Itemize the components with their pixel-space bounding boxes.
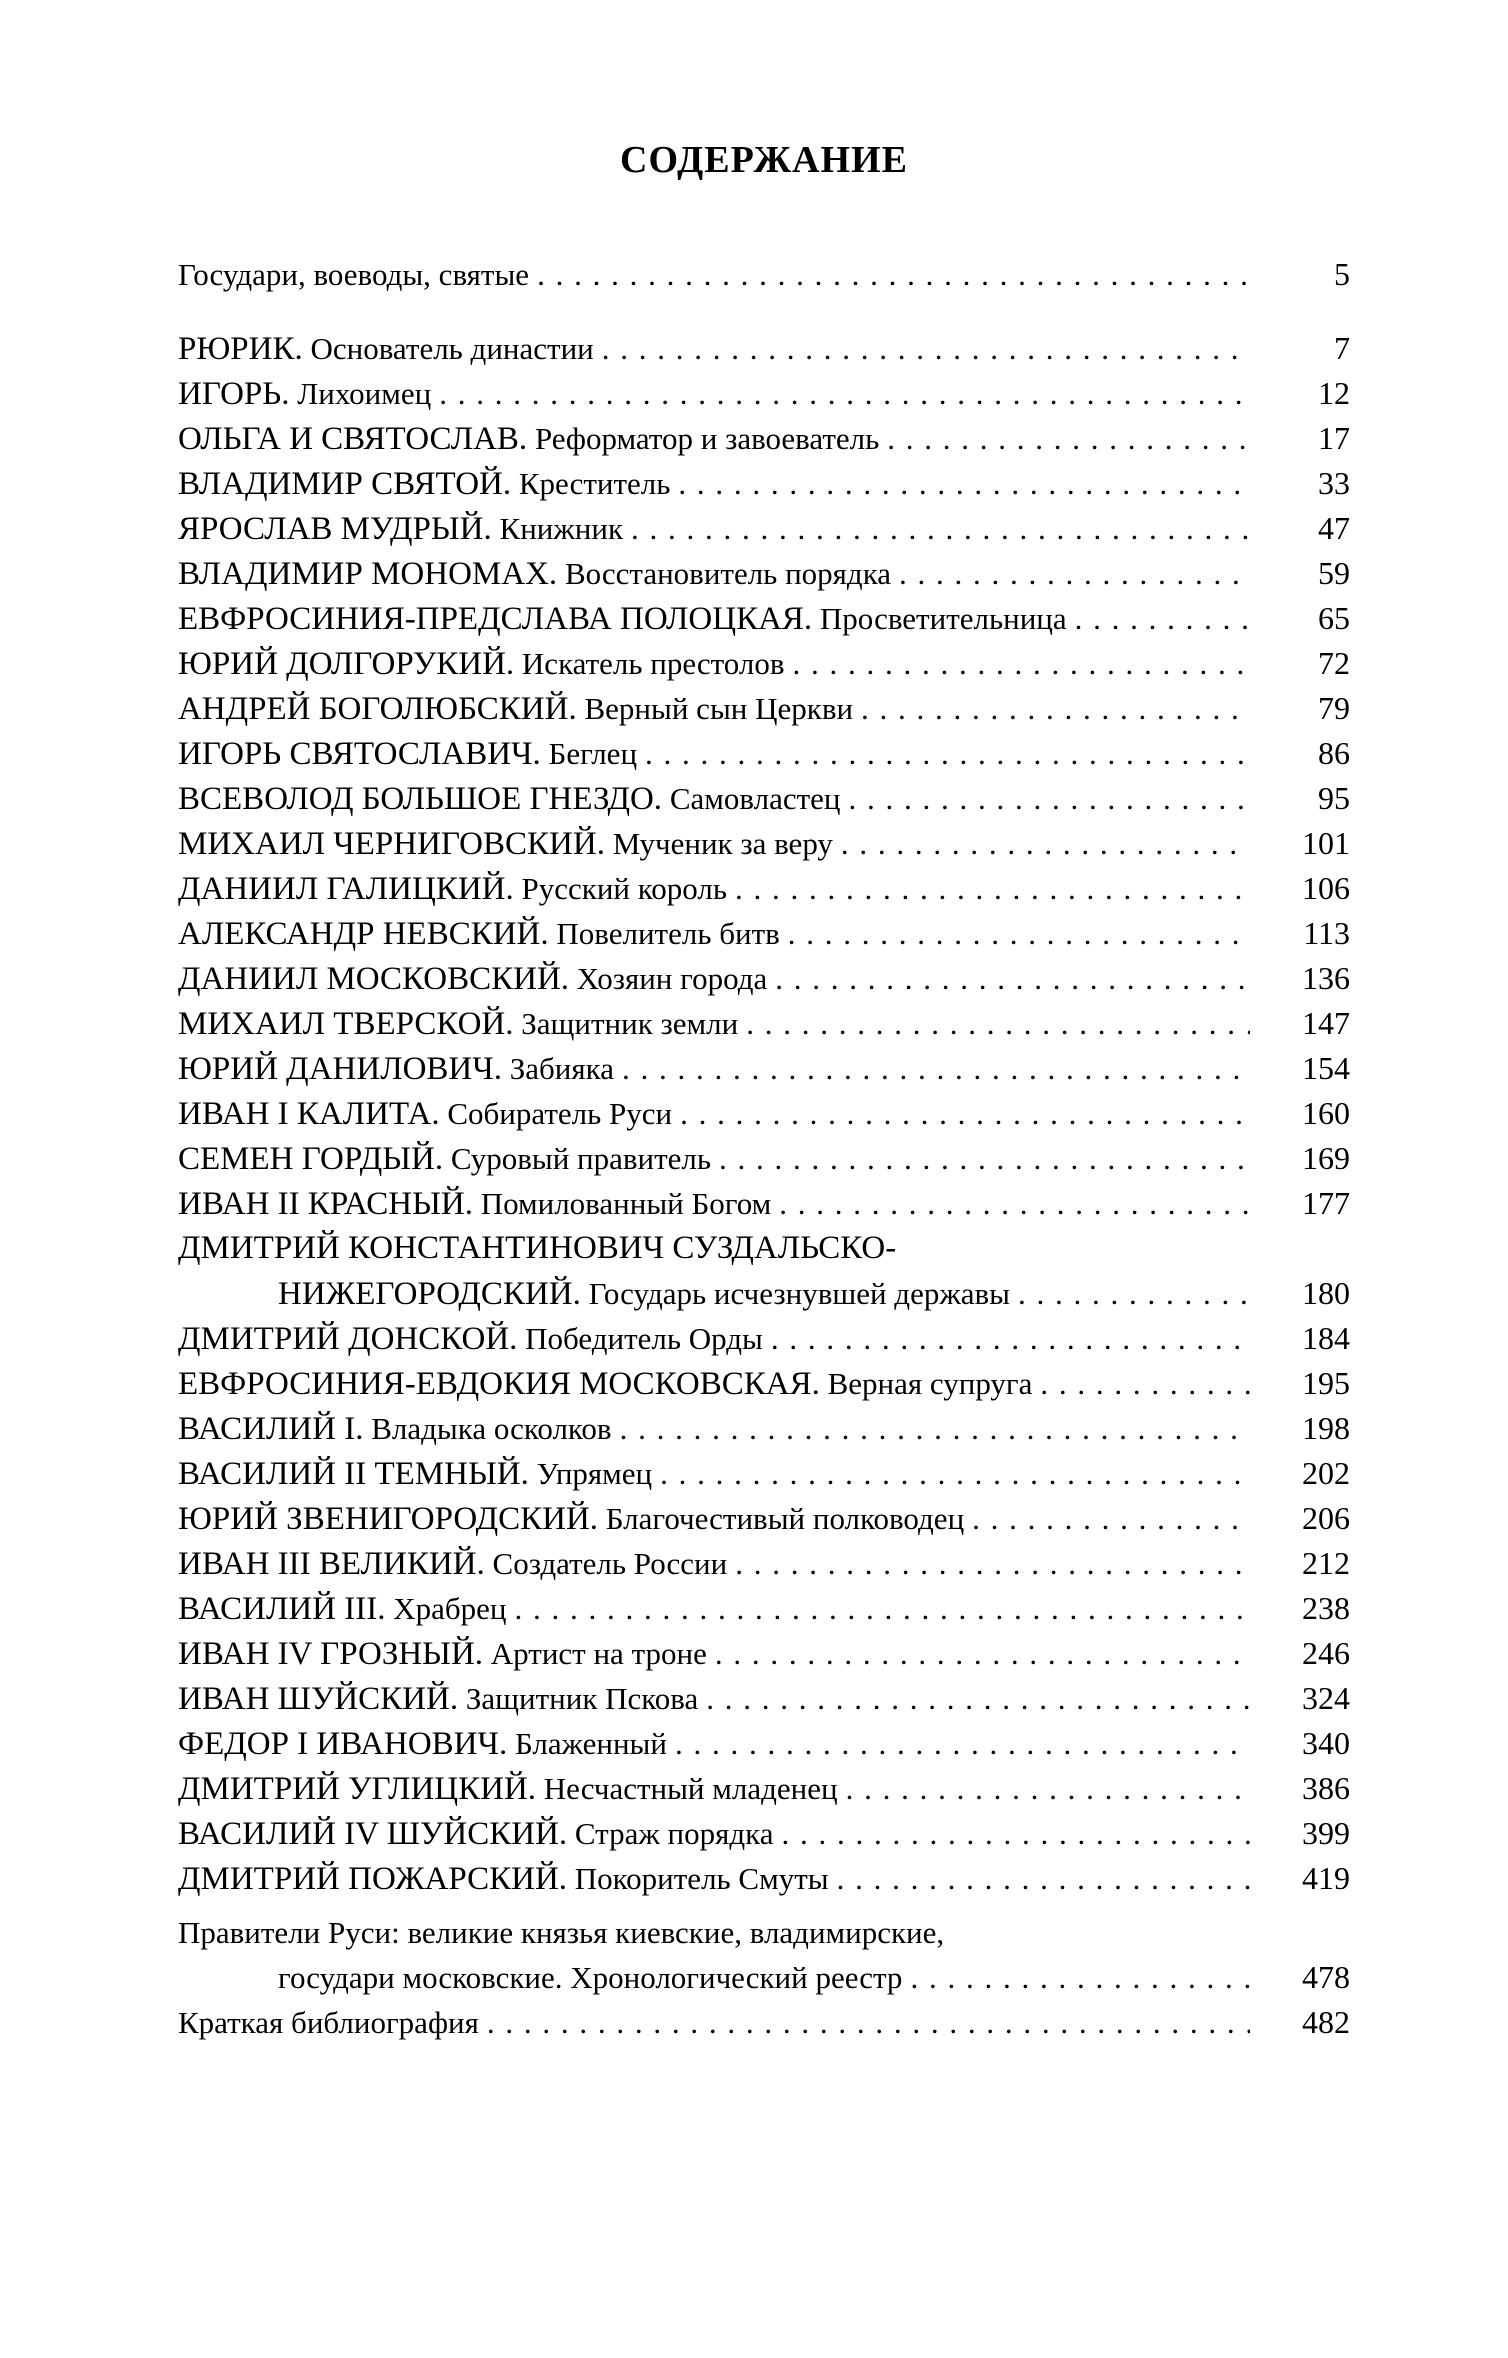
toc-row[interactable] — [178, 506, 1350, 551]
dot-leader — [637, 731, 1250, 776]
toc-row[interactable] — [178, 1091, 1350, 1136]
toc-page-number: 72 — [1318, 645, 1350, 681]
toc-entry-name: ИВАН IV ГРОЗНЫЙ. — [178, 1636, 484, 1672]
dot-leader — [1067, 596, 1250, 641]
toc-page-number: 206 — [1302, 1500, 1350, 1536]
toc-entry-subtitle: Благочестивый полководец — [598, 1501, 965, 1536]
toc-page-number: 7 — [1334, 330, 1350, 366]
toc-entry-name: ИГОРЬ СВЯТОСЛАВИЧ. — [178, 736, 541, 772]
dot-leader — [785, 641, 1251, 686]
toc-row[interactable] — [178, 686, 1350, 731]
toc-row[interactable] — [178, 551, 1350, 596]
toc-row[interactable] — [178, 1451, 1350, 1496]
toc-page-number: 202 — [1302, 1455, 1350, 1491]
toc-row[interactable] — [178, 1181, 1350, 1226]
toc-entry-text: Краткая библиография — [178, 2005, 479, 2040]
toc-entry-name: ДМИТРИЙ УГЛИЦКИЙ. — [178, 1771, 537, 1807]
toc-entry-text: государи московские. Хронологический реестр — [278, 1960, 903, 1995]
toc-entry-subtitle: Мученик за веру — [604, 826, 833, 861]
dot-leader — [763, 1316, 1250, 1361]
toc-row[interactable] — [178, 1586, 1350, 1631]
toc-row[interactable] — [178, 911, 1350, 956]
toc-page-number: 95 — [1318, 780, 1350, 816]
toc-entry-name: ИГОРЬ. — [178, 376, 290, 412]
toc-entry-subtitle: Артист на троне — [483, 1636, 707, 1671]
toc-row[interactable] — [178, 1541, 1350, 1586]
toc-page-number: 17 — [1318, 420, 1350, 456]
toc-entry-name: ВАСИЛИЙ III. — [178, 1591, 386, 1627]
toc-intro — [178, 252, 1350, 297]
toc-entry-subtitle: Просветительница — [812, 601, 1067, 636]
toc-entry-subtitle: Хозяин города — [569, 961, 768, 996]
toc-row[interactable] — [178, 1316, 1350, 1361]
toc-entry-name: ДМИТРИЙ ДОНСКОЙ. — [178, 1321, 518, 1357]
toc-main-list-2 — [178, 1316, 1350, 1901]
toc-page-number: 184 — [1302, 1320, 1350, 1356]
dot-leader — [829, 1856, 1250, 1901]
toc-entry-name: ЮРИЙ ДАНИЛОВИЧ. — [178, 1051, 502, 1087]
toc-entry-name: МИХАИЛ ЧЕРНИГОВСКИЙ. — [178, 826, 605, 862]
toc-entry-subtitle: Верный сын Церкви — [576, 691, 854, 726]
toc-row[interactable] — [178, 1406, 1350, 1451]
toc-entry-text: Правители Руси: великие князья киевские, владимирские, — [178, 1915, 945, 1950]
toc-page-number: 478 — [1302, 1959, 1350, 1995]
toc-page-number: 65 — [1318, 600, 1350, 636]
toc-entry-name: ВАСИЛИЙ IV ШУЙСКИЙ. — [178, 1816, 568, 1852]
toc-entry-name: ИВАН ШУЙСКИЙ. — [178, 1681, 459, 1717]
dot-leader — [738, 1001, 1250, 1046]
toc-entry-name: АЛЕКСАНДР НЕВСКИЙ. — [178, 916, 549, 952]
toc-page-number: 180 — [1302, 1275, 1350, 1311]
toc-entry-name: ДАНИИЛ МОСКОВСКИЙ. — [178, 961, 570, 997]
toc-page-number: 12 — [1318, 375, 1350, 411]
toc-row[interactable] — [178, 1856, 1350, 1901]
dot-leader — [879, 416, 1250, 461]
toc-row[interactable] — [178, 461, 1350, 506]
toc-entry-name: ИВАН III ВЕЛИКИЙ. — [178, 1546, 485, 1582]
toc-appendix — [178, 1910, 1350, 2045]
toc-entry-name: ВАСИЛИЙ I. — [178, 1411, 364, 1447]
toc-entry-name: ВСЕВОЛОД БОЛЬШОЕ ГНЕЗДО. — [178, 781, 663, 817]
toc-entry-subtitle: Создатель России — [484, 1546, 728, 1581]
toc-entry-subtitle: Покоритель Смуты — [567, 1861, 829, 1896]
toc-entry-text: Государи, воеводы, святые — [178, 257, 530, 292]
toc-entry-name: ДМИТРИЙ КОНСТАНТИНОВИЧ СУЗДАЛЬСКО- — [178, 1230, 897, 1266]
toc-row[interactable] — [178, 1046, 1350, 1091]
toc-entry-name: ВЛАДИМИР МОНОМАХ. — [178, 556, 558, 592]
toc-page-number: 101 — [1302, 825, 1350, 861]
toc-entry-name: ЮРИЙ ДОЛГОРУКИЙ. — [178, 646, 515, 682]
toc-row[interactable] — [178, 1271, 1350, 1316]
toc-page — [178, 0, 1350, 2358]
toc-entry-subtitle: Упрямец — [528, 1456, 653, 1491]
dot-leader — [698, 1676, 1250, 1721]
dot-leader — [853, 686, 1250, 731]
dot-leader — [891, 551, 1250, 596]
toc-entry-name: СЕМЕН ГОРДЫЙ. — [178, 1141, 444, 1177]
toc-row[interactable] — [178, 821, 1350, 866]
toc-entry-subtitle: Искатель престолов — [514, 646, 785, 681]
toc-row[interactable] — [178, 1001, 1350, 1046]
toc-entry-name: ВЛАДИМИР СВЯТОЙ. — [178, 466, 512, 502]
toc-entry-name: ЕВФРОСИНИЯ-ПРЕДСЛАВА ПОЛОЦКАЯ. — [178, 601, 813, 637]
dot-leader — [652, 1451, 1250, 1496]
toc-entry-subtitle: Собиратель Руси — [439, 1096, 673, 1131]
toc-row[interactable] — [178, 252, 1350, 297]
toc-row[interactable] — [178, 371, 1350, 416]
toc-row[interactable] — [178, 956, 1350, 1001]
toc-page-number: 160 — [1302, 1095, 1350, 1131]
dot-leader — [1010, 1271, 1250, 1316]
toc-entry-suzdal — [178, 1226, 1350, 1316]
toc-page-number: 154 — [1302, 1050, 1350, 1086]
toc-entry-subtitle: Победитель Орды — [517, 1321, 763, 1356]
dot-leader — [672, 1091, 1250, 1136]
toc-page-number: 59 — [1318, 555, 1350, 591]
toc-entry-name: ФЕДОР I ИВАНОВИЧ. — [178, 1726, 508, 1762]
dot-leader — [1032, 1361, 1250, 1406]
dot-leader — [727, 866, 1250, 911]
dot-leader — [767, 956, 1250, 1001]
dot-leader — [711, 1136, 1250, 1181]
toc-entry-subtitle: Храбрец — [385, 1591, 507, 1626]
toc-row[interactable] — [178, 1361, 1350, 1406]
toc-entry-name: ЯРОСЛАВ МУДРЫЙ. — [178, 511, 492, 547]
toc-entry-name: ДАНИИЛ ГАЛИЦКИЙ. — [178, 871, 514, 907]
toc-entry-subtitle: Блаженный — [507, 1726, 667, 1761]
dot-leader — [479, 2000, 1250, 2045]
dot-leader — [667, 1721, 1250, 1766]
toc-row[interactable] — [178, 776, 1350, 821]
toc-page-number: 386 — [1302, 1770, 1350, 1806]
toc-row[interactable] — [178, 2000, 1350, 2045]
toc-page-number: 177 — [1302, 1185, 1350, 1221]
toc-page-number: 5 — [1334, 256, 1350, 292]
toc-entry-subtitle: Страж порядка — [567, 1816, 774, 1851]
toc-page-number: 399 — [1302, 1815, 1350, 1851]
toc-entry-subtitle: Креститель — [511, 466, 671, 501]
toc-entry-name: ЕВФРОСИНИЯ-ЕВДОКИЯ МОСКОВСКАЯ. — [178, 1366, 820, 1402]
dot-leader — [840, 776, 1250, 821]
toc-entry-subtitle: Беглец — [540, 736, 638, 771]
toc-entry-subtitle: Книжник — [491, 511, 624, 546]
dot-leader — [614, 1046, 1250, 1091]
dot-leader — [902, 1955, 1250, 2000]
toc-page-number: 195 — [1302, 1365, 1350, 1401]
toc-row[interactable] — [178, 416, 1350, 461]
toc-entry-subtitle: Повелитель битв — [548, 916, 780, 951]
toc-main-list — [178, 326, 1350, 1226]
toc-entry-subtitle: Государь исчезнувшей державы — [580, 1276, 1010, 1311]
toc-entry-subtitle: Основатель династии — [302, 331, 594, 366]
toc-entry-name: НИЖЕГОРОДСКИЙ. — [278, 1276, 581, 1312]
toc-entry-name: ОЛЬГА И СВЯТОСЛАВ. — [178, 421, 528, 457]
toc-entry-subtitle: Лихоимец — [289, 376, 432, 411]
toc-entry-subtitle: Реформатор и завоеватель — [527, 421, 880, 456]
toc-entry-subtitle: Суровый правитель — [443, 1141, 712, 1176]
toc-entry-subtitle: Защитник земли — [513, 1006, 739, 1041]
toc-row[interactable] — [178, 1136, 1350, 1181]
dot-leader — [774, 1811, 1251, 1856]
toc-page-number: 86 — [1318, 735, 1350, 771]
toc-entry-subtitle: Несчастный младенец — [536, 1771, 838, 1806]
toc-entry-name: ДМИТРИЙ ПОЖАРСКИЙ. — [178, 1861, 568, 1897]
toc-entry-name: ЮРИЙ ЗВЕНИГОРОДСКИЙ. — [178, 1501, 599, 1537]
dot-leader — [507, 1586, 1250, 1631]
dot-leader — [771, 1181, 1250, 1226]
toc-page-number: 33 — [1318, 465, 1350, 501]
toc-page-number: 106 — [1302, 870, 1350, 906]
dot-leader — [780, 911, 1250, 956]
toc-entry-subtitle: Русский король — [513, 871, 727, 906]
toc-entry-name: АНДРЕЙ БОГОЛЮБСКИЙ. — [178, 691, 577, 727]
toc-row[interactable] — [178, 326, 1350, 371]
toc-page-number: 238 — [1302, 1590, 1350, 1626]
toc-row[interactable] — [178, 1631, 1350, 1676]
toc-page-number: 246 — [1302, 1635, 1350, 1671]
toc-page-number: 136 — [1302, 960, 1350, 996]
toc-row[interactable] — [178, 866, 1350, 911]
dot-leader — [707, 1631, 1250, 1676]
toc-entry-subtitle: Владыка осколков — [363, 1411, 612, 1446]
dot-leader — [431, 371, 1250, 416]
toc-entry-name: ВАСИЛИЙ II ТЕМНЫЙ. — [178, 1456, 529, 1492]
toc-page-number: 113 — [1303, 915, 1350, 951]
dot-leader — [838, 1766, 1250, 1811]
dot-leader — [529, 252, 1250, 297]
toc-entry-name: РЮРИК. — [178, 331, 303, 367]
toc-page-number: 482 — [1302, 2004, 1350, 2040]
dot-leader — [833, 821, 1250, 866]
toc-page-number: 340 — [1302, 1725, 1350, 1761]
toc-page-number: 169 — [1302, 1140, 1350, 1176]
toc-entry-subtitle: Помилованный Богом — [472, 1186, 772, 1221]
dot-leader — [623, 506, 1250, 551]
toc-entry-subtitle: Защитник Пскова — [458, 1681, 699, 1716]
dot-leader — [727, 1541, 1250, 1586]
dot-leader — [612, 1406, 1250, 1451]
toc-page-number: 47 — [1318, 510, 1350, 546]
toc-entry-subtitle: Восстановитель порядка — [557, 556, 892, 591]
toc-entry-subtitle: Самовластец — [662, 781, 841, 816]
dot-leader — [964, 1496, 1250, 1541]
toc-page-number: 419 — [1302, 1860, 1350, 1896]
toc-page-number: 324 — [1302, 1680, 1350, 1716]
toc-row[interactable] — [178, 641, 1350, 686]
toc-row[interactable] — [178, 731, 1350, 776]
toc-row[interactable] — [178, 1766, 1350, 1811]
toc-entry-name: МИХАИЛ ТВЕРСКОЙ. — [178, 1006, 514, 1042]
toc-row[interactable] — [178, 596, 1350, 641]
toc-entry-name: ИВАН I КАЛИТА. — [178, 1096, 440, 1132]
page-title: СОДЕРЖАНИЕ — [620, 139, 908, 181]
toc-entry-subtitle: Верная супруга — [819, 1366, 1033, 1401]
toc-page-number: 198 — [1302, 1410, 1350, 1446]
toc-page-number: 212 — [1302, 1545, 1350, 1581]
toc-row[interactable] — [178, 1676, 1350, 1721]
toc-page-number: 147 — [1302, 1005, 1350, 1041]
toc-row[interactable] — [178, 1955, 1350, 2000]
toc-page-number: 79 — [1318, 690, 1350, 726]
toc-row[interactable] — [178, 1496, 1350, 1541]
dot-leader — [594, 326, 1250, 371]
toc-row[interactable] — [178, 1811, 1350, 1856]
dot-leader — [670, 461, 1250, 506]
toc-row[interactable] — [178, 1721, 1350, 1766]
toc-entry-subtitle: Забияка — [501, 1051, 614, 1086]
toc-entry-name: ИВАН II КРАСНЫЙ. — [178, 1186, 473, 1222]
